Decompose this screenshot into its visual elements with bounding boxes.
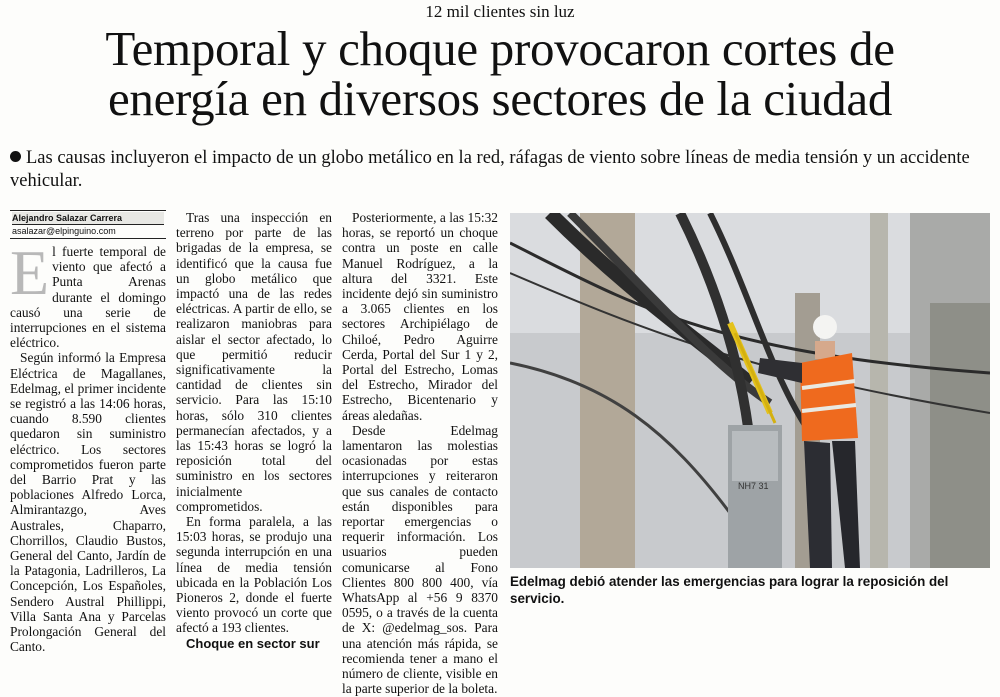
photo-caption: Edelmag debió atender las emergencias para lograr la reposición del servicio. bbox=[510, 574, 949, 606]
article-column-3 bbox=[342, 210, 498, 697]
bullet-icon bbox=[10, 151, 21, 162]
worker-helmet bbox=[813, 315, 837, 339]
headline bbox=[0, 21, 1000, 126]
headline-line-2: energía en diversos sectores de la ciudad bbox=[107, 71, 893, 126]
article-column-2 bbox=[176, 210, 332, 651]
deck-text: Las causas incluyeron el impacto de un globo metálico en la red, ráfagas de viento sobre líneas de media tensión y un accidente vehicular. bbox=[10, 148, 970, 191]
byline-email[interactable]: asalazar@elpinguino.com bbox=[12, 226, 116, 236]
headline-line-1: Temporal y choque provocaron cortes de bbox=[105, 21, 895, 76]
article-paragraph-2: Según informó la Empresa Eléctrica de Magallanes, Edelmag, el primer incidente se registró a las 14:06 horas, cuando 8.590 clientes quedaron sin suministro eléctrico. Los sectores comprometidos fueron parte del Barrio Prat y las poblaciones Alfredo Lorca, Almirantazgo, Aves Australes, Chaparro, Chorrillos, Claudio Bustos, General del Canto, Jardín de la Patagonia, Ladrilleros, La Concepción, Los Españoles, Sendero Austral Phillippi, Villa Santa Ana y Parcelas Prolongación General del Canto. bbox=[10, 350, 166, 655]
meter-label: NH7 31 bbox=[738, 481, 769, 491]
byline-author: Alejandro Salazar Carrera bbox=[12, 212, 164, 225]
worker-vest bbox=[800, 353, 858, 441]
kicker: 12 mil clientes sin luz bbox=[425, 2, 575, 21]
photo-illustration bbox=[510, 213, 990, 568]
article-paragraph-1: El fuerte temporal de viento que afectó a Punta Arenas durante el domingo causó una serie de interrupciones en el sistema eléctrico. bbox=[10, 237, 166, 351]
byline bbox=[10, 210, 166, 239]
deck bbox=[10, 147, 990, 193]
article-paragraph-5: Posteriormente, a las 15:32 horas, se reportó un choque contra un poste en calle Manuel Rodríguez, a la altura del 3321. Este incidente dejó sin suministro a 3.065 clientes en los sectores Archipiélago de Chiloé, Pedro Aguirre Cerda, Portal del Sur 1 y 2, Portal del Estrecho, Lomas del Estrecho, Mirador del Estrecho, Bicentenario y áreas aledañas. bbox=[342, 210, 498, 423]
dropcap: E bbox=[10, 237, 50, 308]
article-paragraph-4: En forma paralela, a las 15:03 horas, se produjo una segunda interrupción en una línea de media tensión ubicada en la Población Los Pioneros 2, donde el fuerte viento provocó un corte que afectó a 193 clientes. bbox=[176, 514, 332, 636]
article-column-1 bbox=[10, 210, 166, 654]
news-photo bbox=[510, 213, 990, 568]
article-subhead: Choque en sector sur bbox=[186, 635, 320, 651]
article-paragraph-6: Desde Edelmag lamentaron las molestias ocasionadas por estas interrupciones y reiteraron que sus canales de contacto están disponibles para reportar emergencias o requerir información. Los usuarios pueden comunicarse al Fono Clientes 800 800 400, vía WhatsApp al +56 9 8370 0595, o a través de la cuenta de X: @edelmag_sos. Para una atención más rápida, se recomienda tener a mano el número de cliente, visible en la parte superior de la boleta. bbox=[342, 422, 498, 697]
article-paragraph-3: Tras una inspección en terreno por parte de las brigadas de la empresa, se identificó que la causa fue un globo metálico que impactó una de las redes eléctricas. A partir de ello, se realizaron maniobras para aislar el sector afectado, lo que permitió reducir significativamente la cantidad de clientes sin servicio. Para las 15:10 horas, sólo 310 clientes permanecían afectados, y a las 15:43 horas se logró la reposición total del suministro en los sectores inicialmente comprometidos. bbox=[176, 210, 332, 514]
